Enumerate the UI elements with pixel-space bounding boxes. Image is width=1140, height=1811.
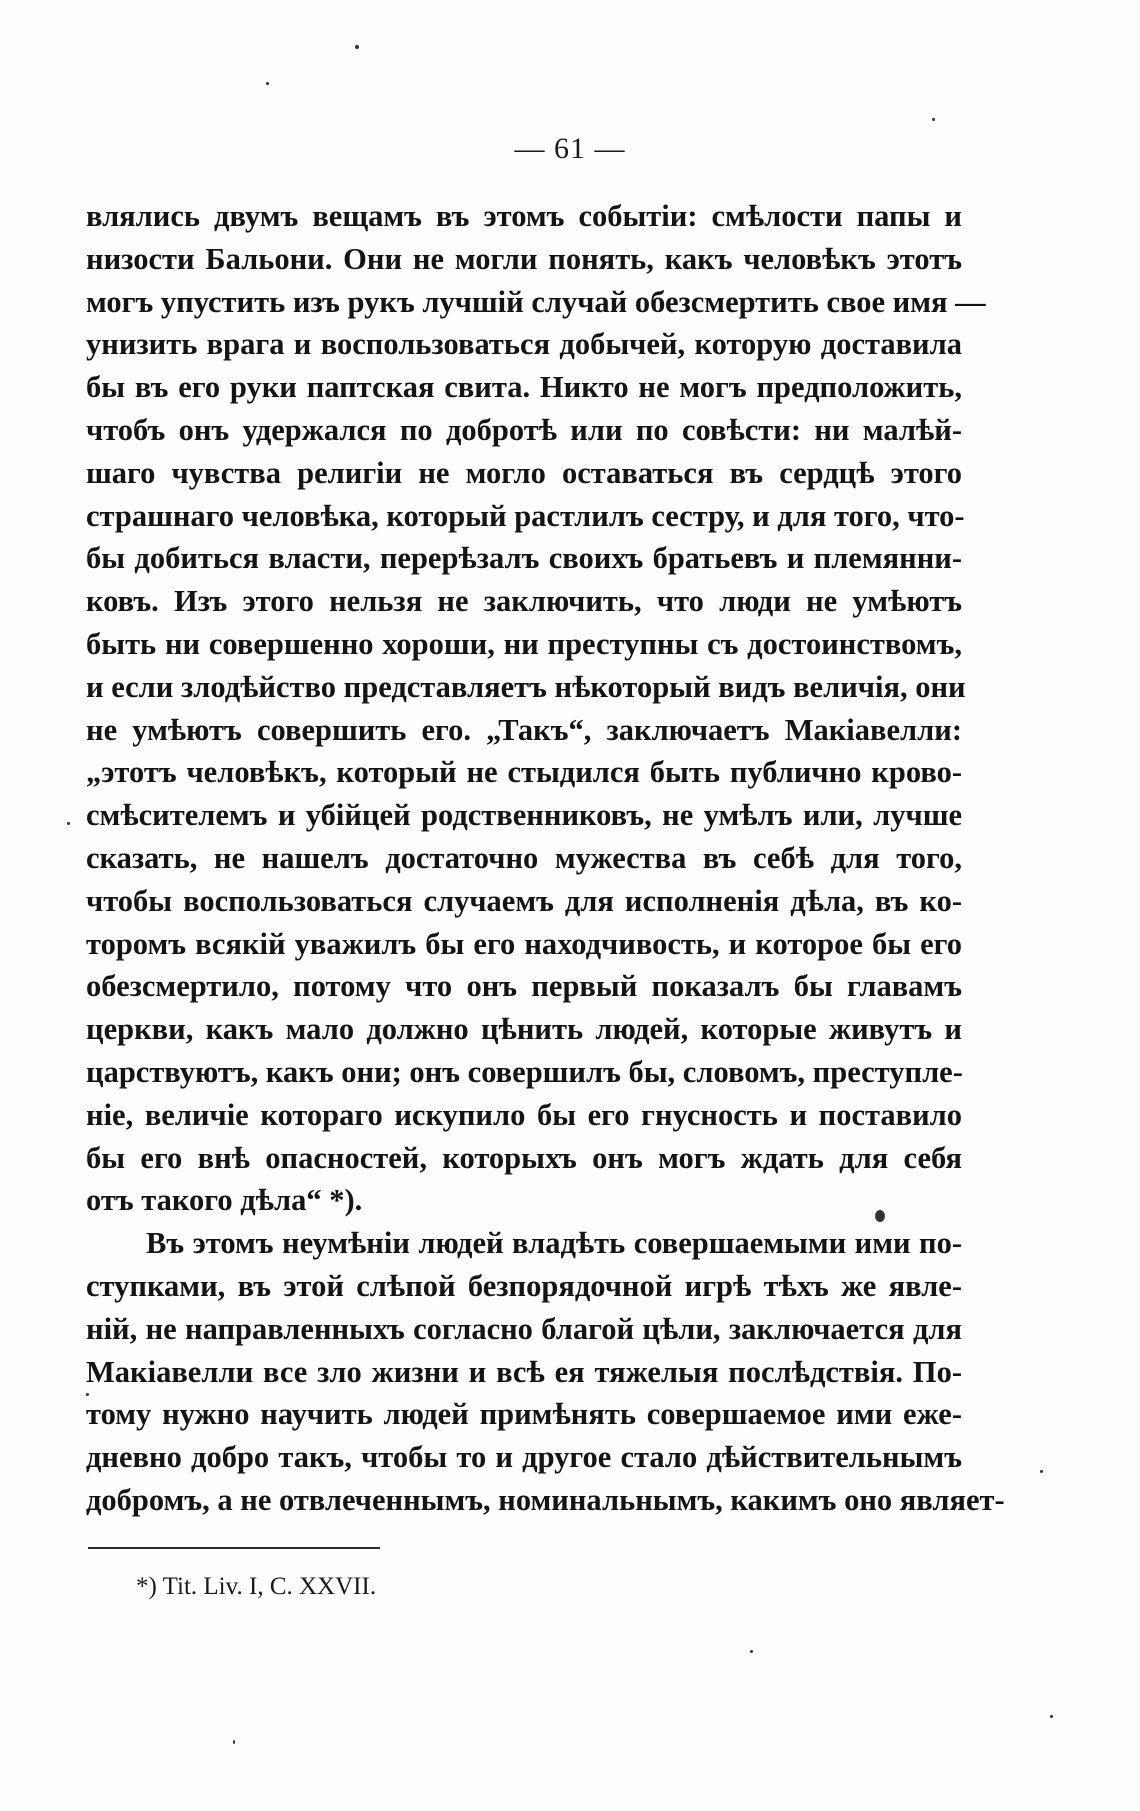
text-line: чтобъ онъ удержался по добротѣ или по совѣсти: ни малѣй- (86, 412, 962, 447)
text-line: быть ни совершенно хороши, ни преступны съ достоинствомъ, (86, 626, 962, 661)
text-line: и если злодѣйство представляетъ нѣкоторый видъ величія, они (86, 669, 966, 704)
text-line: торомъ всякій уважилъ бы его находчивость, и которое бы его (86, 926, 962, 961)
text-line: ніе, величіе котораго искупило бы его гнусность и поставило (86, 1097, 962, 1132)
text-line: могъ упустить изъ рукъ лучшій случай обезсмертить свое имя — (86, 284, 986, 319)
scan-speck (750, 1650, 753, 1653)
text-line: бы въ его руки паптская свита. Никто не могъ предположить, (86, 370, 962, 405)
scan-speck (266, 82, 269, 85)
scan-speck (932, 118, 935, 121)
scan-speck (233, 1740, 235, 1744)
text-line: не умѣютъ совершить его. „Такъ“, заключаетъ Макіавелли: (86, 712, 962, 747)
text-line: шаго чувства религіи не могло оставаться въ сердцѣ этого (86, 455, 962, 490)
text-line: отъ такого дѣла“ *). (86, 1183, 363, 1218)
text-line: „этотъ человѣкъ, который не стыдился быть публично крово- (86, 755, 962, 790)
scan-speck (355, 45, 359, 49)
scan-speck (875, 1210, 885, 1222)
footnote-divider (88, 1547, 380, 1549)
text-line: Въ этомъ неумѣніи людей владѣть совершаемыми ими по- (146, 1226, 962, 1261)
text-line: чтобы воспользоваться случаемъ для исполненія дѣла, въ ко- (86, 883, 962, 918)
text-line: царствуютъ, какъ они; онъ совершилъ бы, словомъ, преступле- (86, 1054, 963, 1089)
text-line: смѣсителемъ и убійцей родственниковъ, не умѣлъ или, лучше (86, 798, 962, 833)
text-line: Макіавелли все зло жизни и всѣ ея тяжелыя послѣдствія. По- (86, 1354, 962, 1389)
scan-speck (67, 822, 70, 825)
text-line: тому нужно научить людей примѣнять совершаемое ими еже- (86, 1397, 962, 1432)
text-line: страшнаго человѣка, который растлилъ сестру, и для того, что- (86, 498, 965, 533)
text-line: бы его внѣ опасностей, которыхъ онъ могъ ждать для себя (86, 1140, 962, 1175)
scan-speck (1040, 1470, 1043, 1473)
text-line: ступками, въ этой слѣпой безпорядочной игрѣ тѣхъ же явле- (86, 1268, 962, 1303)
text-line: обезсмертило, потому что онъ первый показалъ бы главамъ (86, 969, 962, 1004)
text-line: влялись двумъ вещамъ въ этомъ событіи: смѣлости папы и (86, 199, 962, 233)
body-text (86, 195, 1005, 1522)
text-line: добромъ, а не отвлеченнымъ, номинальнымъ, какимъ оно являет- (86, 1482, 1005, 1517)
footnote: *) Tit. Liv. I, C. XXVII. (136, 1573, 377, 1600)
text-line: дневно добро такъ, чтобы то и другое стало дѣйствительнымъ (86, 1440, 962, 1475)
scan-speck (1050, 1715, 1053, 1718)
text-line: ковъ. Изъ этого нельзя не заключить, что люди не умѣютъ (86, 584, 962, 619)
text-line: бы добиться власти, перерѣзалъ своихъ братьевъ и племянни- (86, 541, 962, 576)
text-line: низости Бальони. Они не могли понять, какъ человѣкъ этотъ (86, 241, 962, 276)
text-line: ній, не направленныхъ согласно благой цѣли, заключается для (86, 1311, 962, 1346)
page-number: — 61 — (514, 132, 626, 165)
text-line: церкви, какъ мало должно цѣнить людей, которые живутъ и (86, 1012, 962, 1047)
scan-speck (86, 1393, 89, 1396)
text-line: сказать, не нашелъ достаточно мужества въ себѣ для того, (86, 840, 962, 875)
text-line: унизить врага и воспользоваться добычей, которую доставила (86, 327, 962, 362)
